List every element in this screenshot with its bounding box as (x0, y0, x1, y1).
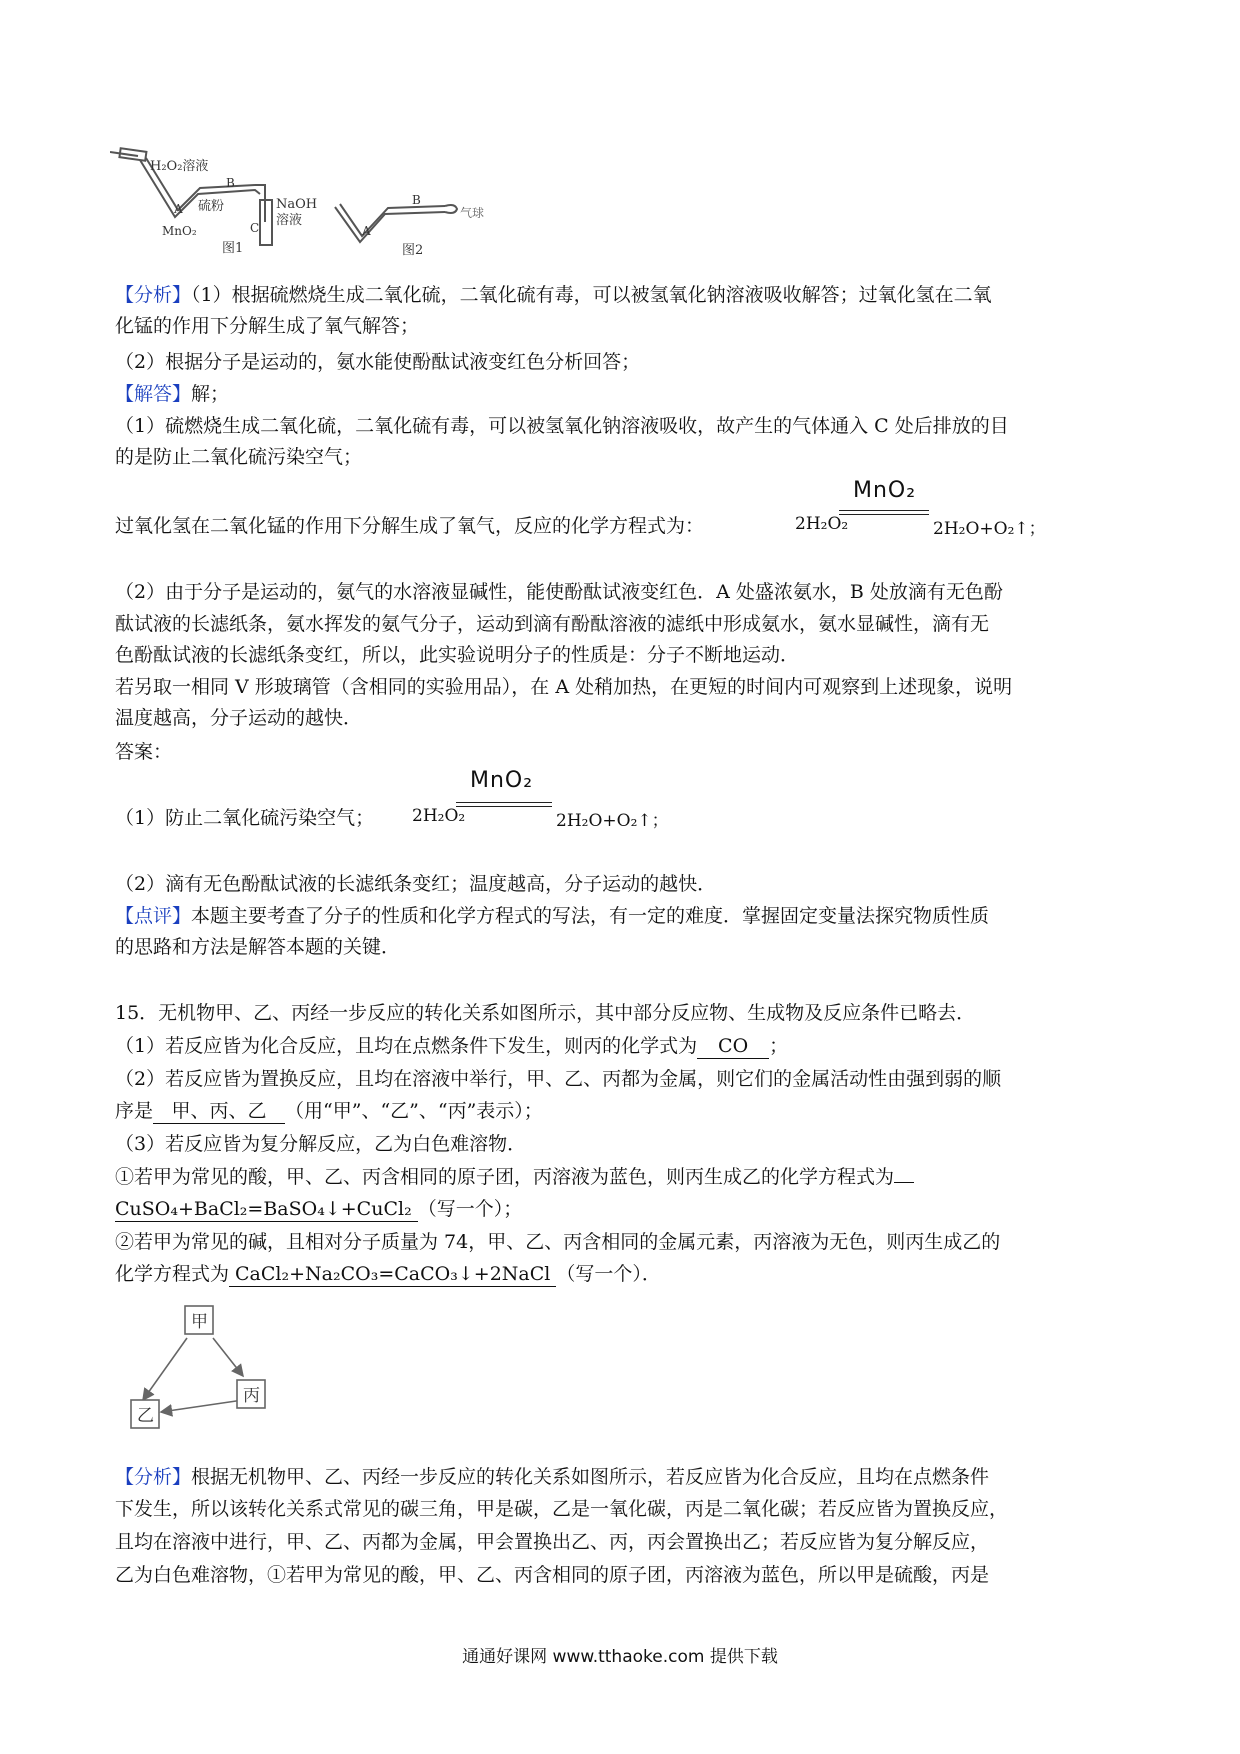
fig2-point-b-label: B (412, 193, 421, 207)
naoh-label: NaOH (276, 197, 318, 212)
eq1-left: 2H₂O₂ (795, 514, 849, 534)
equation-2 (412, 768, 669, 831)
comment-tag: 【点评】 (115, 905, 192, 927)
balloon-label: 气球 (460, 206, 485, 220)
node-bing: 丙 (243, 1386, 260, 1406)
q14-solution-line1: （1）硫燃烧生成二氧化硫，二氧化硫有毒，可以被氢氧化钠溶液吸收，故产生的气体通入 C 处后排放的目 (115, 415, 1009, 437)
h2o2-label: H₂O₂溶液 (150, 159, 209, 174)
answer-line2: （2）滴有无色酚酞试液的长滤纸条变红；温度越高，分子运动的越快． (115, 873, 717, 895)
q15-answer1: CO (697, 1034, 769, 1059)
q15-analysis-line4: 乙为白色难溶物，①若甲为常见的酸，甲、乙、丙含相同的原子团，丙溶液为蓝色，所以甲是硫酸，丙是 (115, 1564, 990, 1586)
q15-answer3b: CaCl₂+Na₂CO₃=CaCO₃↓+2NaCl (229, 1262, 556, 1287)
q15-answer2: 甲、丙、乙 (153, 1099, 285, 1124)
q15-answer3a-start (894, 1182, 914, 1183)
solution-tag: 【解答】 (115, 383, 192, 405)
q14-solution-line3: 过氧化氢在二氧化锰的作用下分解生成了氧气，反应的化学方程式为： (115, 515, 705, 537)
q14-solution-heading: 【解答】解； (115, 383, 230, 405)
q15-part3b-line2: 化学方程式为 CaCl₂+Na₂CO₃=CaCO₃↓+2NaCl （写一个）． (115, 1263, 661, 1285)
comment-line1: 【点评】本题主要考查了分子的性质和化学方程式的写法，有一定的难度．掌握固定变量法探究物质性质 (115, 905, 990, 927)
q15-stem: 15．无机物甲、乙、丙经一步反应的转化关系如图所示，其中部分反应物、生成物及反应条件已略去． (115, 1002, 976, 1024)
eq2-right: 2H₂O+O₂↑； (556, 811, 669, 831)
q15-analysis-line1: 【分析】根据无机物甲、乙、丙经一步反应的转化关系如图所示，若反应皆为化合反应，且均在点燃条件 (115, 1466, 990, 1488)
comment-line2: 的思路和方法是解答本题的关键． (115, 936, 401, 958)
q15-part3a-line1: ①若甲为常见的酸，甲、乙、丙含相同的原子团，丙溶液为蓝色，则丙生成乙的化学方程式为 (115, 1165, 914, 1189)
point-b-label: B (226, 176, 235, 190)
answer-label: 答案： (115, 741, 173, 763)
q14-solution-line5: 酞试液的长滤纸条，氨水挥发的氨气分子，运动到滴有酚酞溶液的滤纸中形成氨水，氨水显碱性，滴有无 (115, 613, 990, 635)
eq2-catalyst: MnO₂ (470, 768, 534, 793)
q15-part2-line1: （2）若反应皆为置换反应，且均在溶液中举行，甲、乙、丙都为金属，则它们的金属活动性由强到弱的顺 (115, 1068, 1002, 1090)
eq2-bar (456, 802, 552, 807)
point-a-label: A (174, 202, 183, 216)
equation-1 (795, 478, 1046, 539)
conversion-diagram (125, 1300, 315, 1435)
q14-solution-line2: 的是防止二氧化硫污染空气； (115, 446, 363, 468)
q14-solution-line4: （2）由于分子是运动的，氨气的水溶液显碱性，能使酚酞试液变红色．A 处盛浓氨水，B 处放滴有无色酚 (115, 581, 1003, 603)
q15-analysis-line3: 且均在溶液中进行，甲、乙、丙都为金属，甲会置换出乙、丙，丙会置换出乙；若反应皆为复分解反应， (115, 1531, 990, 1553)
page-footer: 通通好课网 www.tthaoke.com 提供下载 (462, 1647, 778, 1667)
q15-answer3a: CuSO₄+BaCl₂=BaSO₄↓+CuCl₂ (115, 1197, 418, 1222)
q15-analysis-tag: 【分析】 (115, 1466, 192, 1488)
eq1-catalyst: MnO₂ (853, 478, 917, 503)
node-yi: 乙 (137, 1406, 154, 1426)
analysis-tag: 【分析】 (115, 284, 192, 306)
node-jia: 甲 (191, 1312, 208, 1332)
q15-part3b-line1: ②若甲为常见的碱，且相对分子质量为 74，甲、乙、丙含相同的金属元素，丙溶液为无色，则丙生成乙的 (115, 1231, 1001, 1253)
q14-solution-line6: 色酚酞试液的长滤纸条变红，所以，此实验说明分子的性质是：分子不断地运动． (115, 644, 800, 666)
fig2-point-a-label: A (362, 224, 371, 238)
q15-part3a-line2: CuSO₄+BaCl₂=BaSO₄↓+CuCl₂ （写一个）； (115, 1198, 523, 1220)
q14-analysis-line3: （2）根据分子是运动的，氨水能使酚酞试液变红色分析回答； (115, 351, 641, 373)
q15-analysis-line2: 下发生，所以该转化关系式常见的碳三角，甲是碳，乙是一氧化碳，丙是二氧化碳；若反应皆为置换反应， (115, 1498, 1009, 1520)
point-c-label: C (250, 221, 260, 235)
q15-part3: （3）若反应皆为复分解反应，乙为白色难溶物． (115, 1133, 527, 1155)
eq1-bar (839, 510, 929, 515)
q14-analysis-line2: 化锰的作用下分解生成了氧气解答； (115, 315, 420, 337)
answer-line1: （1）防止二氧化硫污染空气； (115, 807, 375, 829)
q15-part1: （1）若反应皆为化合反应，且均在点燃条件下发生，则丙的化学式为 CO ； (115, 1035, 789, 1057)
naoh-solution-label: 溶液 (276, 213, 303, 228)
sulfur-label: 硫粉 (198, 199, 225, 214)
figure2-caption: 图2 (402, 243, 424, 258)
mno2-label: MnO₂ (162, 224, 197, 238)
q14-solution-line8: 温度越高，分子运动的越快． (115, 707, 363, 729)
q15-part2-line2: 序是 甲、丙、乙 （用“甲”、“乙”、“丙”表示）； (115, 1100, 543, 1122)
eq2-left: 2H₂O₂ (412, 806, 466, 826)
q14-solution-line7: 若另取一相同 V 形玻璃管（含相同的实验用品），在 A 处稍加热，在更短的时间内可观察到上述现象，说明 (115, 676, 1013, 698)
figure1-caption: 图1 (222, 241, 244, 256)
q14-analysis-line1: 【分析】（1）根据硫燃烧生成二氧化硫，二氧化硫有毒，可以被氢氧化钠溶液吸收解答；过氧化氢在二氧 (115, 284, 992, 306)
eq1-right: 2H₂O+O₂↑； (933, 519, 1046, 539)
apparatus-figure (110, 142, 540, 267)
